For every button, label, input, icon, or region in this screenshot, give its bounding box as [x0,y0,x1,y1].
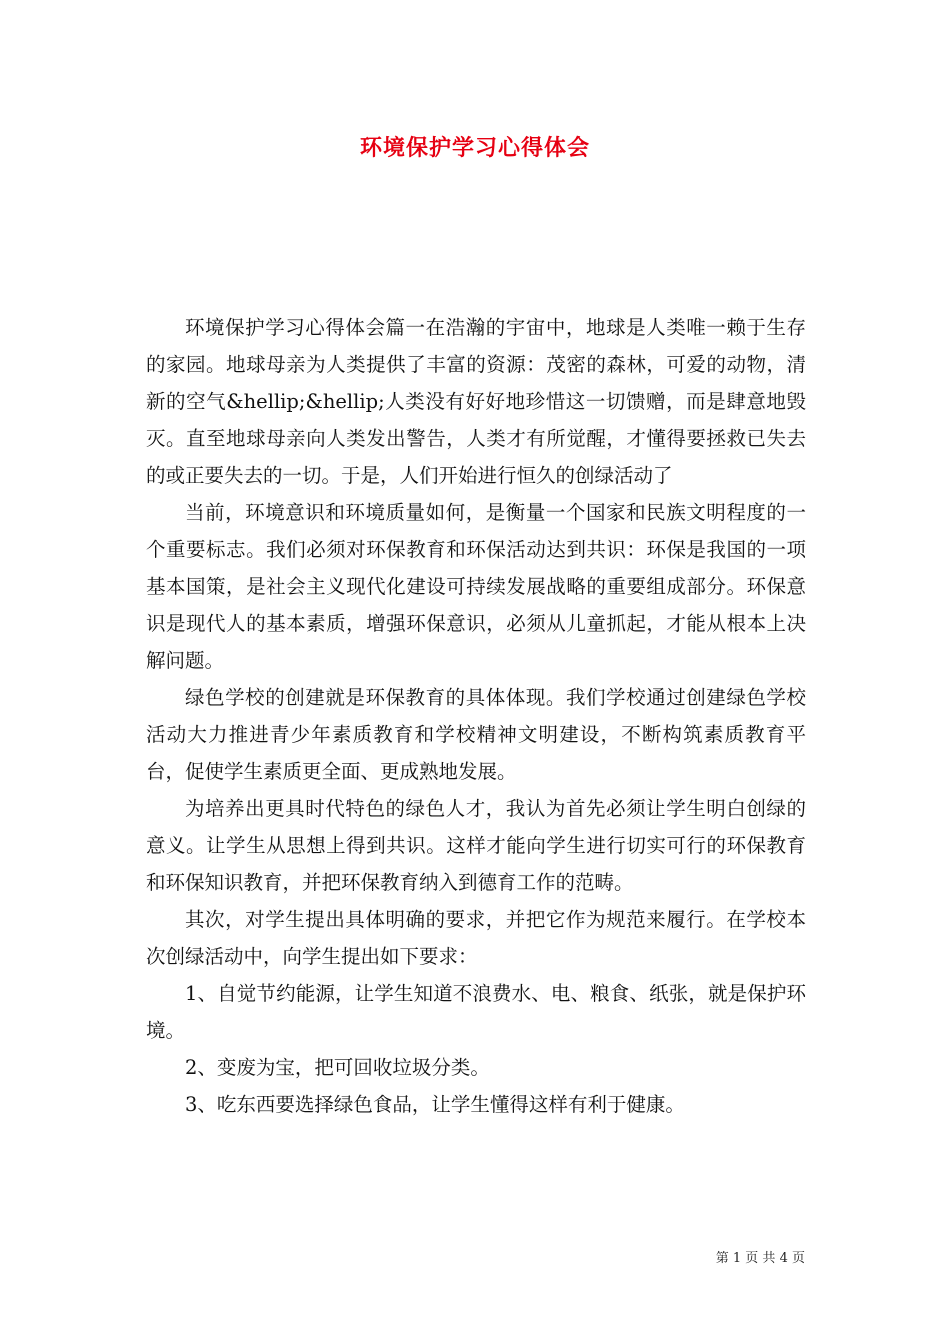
footer-current-page: 1 [732,1251,742,1266]
list-item-3: 3、吃东西要选择绿色食品，让学生懂得这样有利于健康。 [185,1093,685,1116]
paragraph-2: 当前，环境意识和环境质量如何，是衡量一个国家和民族文明程度的一个重要标志。我们必须对环保教育和环保活动达到共识：环保是我国的一项基本国策，是社会主义现代化建设可持续发展战略的重要组成部分。环保意识是现代人的基本素质，增强环保意识，必须从儿童抓起，才能从根本上决解问题。 [146,501,806,672]
footer-total-pages: 4 [779,1251,788,1266]
paragraph-1: 环境保护学习心得体会篇一在浩瀚的宇宙中，地球是人类唯一赖于生存的家园。地球母亲为人类提供了丰富的资源：茂密的森林，可爱的动物，清新的空气&hellip;&hellip;人类没有好好地珍惜这一切馈赠，而是肆意地毁灭。直至地球母亲向人类发出警告，人类才有所觉醒，才懂得要拯救已失去的或正要失去的一切。于是，人们开始进行恒久的创绿活动了 [146,316,806,487]
footer-middle: 页 共 [745,1251,776,1266]
footer-suffix: 页 [791,1251,805,1266]
document-body [146,309,806,1123]
page-number-footer [716,1247,805,1266]
footer-prefix: 第 [715,1251,729,1266]
paragraph-4: 为培养出更具时代特色的绿色人才，我认为首先必须让学生明白创绿的意义。让学生从思想上得到共识。这样才能向学生进行切实可行的环保教育和环保知识教育，并把环保教育纳入到德育工作的范畴。 [146,797,806,894]
document-title: 环境保护学习心得体会 [359,135,590,161]
paragraph-3: 绿色学校的创建就是环保教育的具体体现。我们学校通过创建绿色学校活动大力推进青少年素质教育和学校精神文明建设，不断构筑素质教育平台，促使学生素质更全面、更成熟地发展。 [146,686,806,783]
list-item-2: 2、变废为宝，把可回收垃圾分类。 [185,1056,490,1079]
paragraph-5: 其次，对学生提出具体明确的要求，并把它作为规范来履行。在学校本次创绿活动中，向学生提出如下要求： [146,908,806,968]
list-item-1: 1、自觉节约能源，让学生知道不浪费水、电、粮食、纸张，就是保护环境。 [146,982,806,1042]
